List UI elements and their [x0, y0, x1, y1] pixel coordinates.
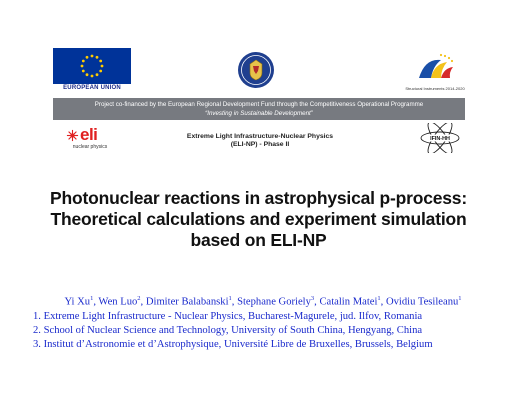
funding-banner-text: Project co-financed by the European Regional Development Fund through the Competitiveness Operational Programme: [94, 101, 424, 108]
author-affiliation-mark: 1: [90, 295, 94, 302]
affiliation-3: 3. Institut d’Astronomie et d’Astrophysique, Université Libre de Bruxelles, Brussels, Belgium: [33, 338, 433, 350]
structural-instruments-caption: Structural Instruments 2014-2020: [405, 86, 465, 91]
ifin-label: IFIN-HH: [430, 136, 450, 142]
project-name-line1: Extreme Light Infrastructure-Nuclear Physics: [186, 133, 334, 140]
author-list: Yi Xu$^1$, Wen Luo$^2$, Dimiter Balabanski$^1$, Stephane Goriely$^3$, Catalin Matei$^1$, Ovidiu Tesileanu$^1$: [64, 295, 462, 308]
author-affiliation-mark: 1: [458, 295, 462, 302]
author-affiliation-mark: 1: [228, 295, 232, 302]
project-name: [150, 133, 370, 149]
author-name: Catalin Matei: [319, 296, 378, 308]
eu-logo: [53, 48, 131, 92]
eli-logo-subtext: nuclear physics: [72, 144, 108, 150]
affiliation-2: 2. School of Nuclear Science and Technology, University of South China, Hengyang, China: [33, 324, 423, 336]
author-name: Yi Xu: [64, 296, 91, 308]
eu-stars-icon: [53, 48, 131, 84]
author-affiliation-mark: 2: [137, 295, 141, 302]
author-name: Ovidiu Tesileanu: [385, 296, 459, 308]
funding-banner: [53, 98, 465, 120]
author-affiliation-mark: 3: [310, 295, 315, 302]
author-name: Stephane Goriely: [237, 296, 311, 308]
author-affiliation-mark: 1: [377, 295, 381, 302]
title-line2: Theoretical calculations and experiment simulation: [50, 209, 467, 229]
structural-instruments-logo: [405, 50, 465, 96]
title-line1: Photonuclear reactions in astrophysical p-process:: [50, 188, 467, 208]
affiliation-1: 1. Extreme Light Infrastructure - Nuclear Physics, Bucharest-Magurele, jud. Ilfov, Romania: [33, 310, 423, 322]
atom-icon: [419, 123, 461, 153]
government-seal-icon: [237, 51, 275, 89]
funding-banner-slogan: “Investing in Sustainable Development”: [205, 110, 313, 117]
eu-label: EUROPEAN UNION: [63, 85, 121, 91]
eli-logo-text: eli: [80, 125, 98, 144]
eli-burst-icon: [66, 129, 79, 142]
author-name: Wen Luo: [98, 296, 138, 308]
eu-flag-icon: [53, 48, 131, 84]
structural-instruments-icon: [411, 50, 459, 86]
eli-np-logo: [66, 125, 114, 151]
title-line3: based on ELI-NP: [190, 230, 327, 250]
ifin-hh-logo: [419, 123, 461, 153]
paper-title: [0, 188, 517, 251]
project-name-line2: (ELI-NP) - Phase II: [230, 141, 290, 148]
author-name: Dimiter Balabanski: [145, 296, 229, 308]
author-block: [33, 292, 493, 352]
